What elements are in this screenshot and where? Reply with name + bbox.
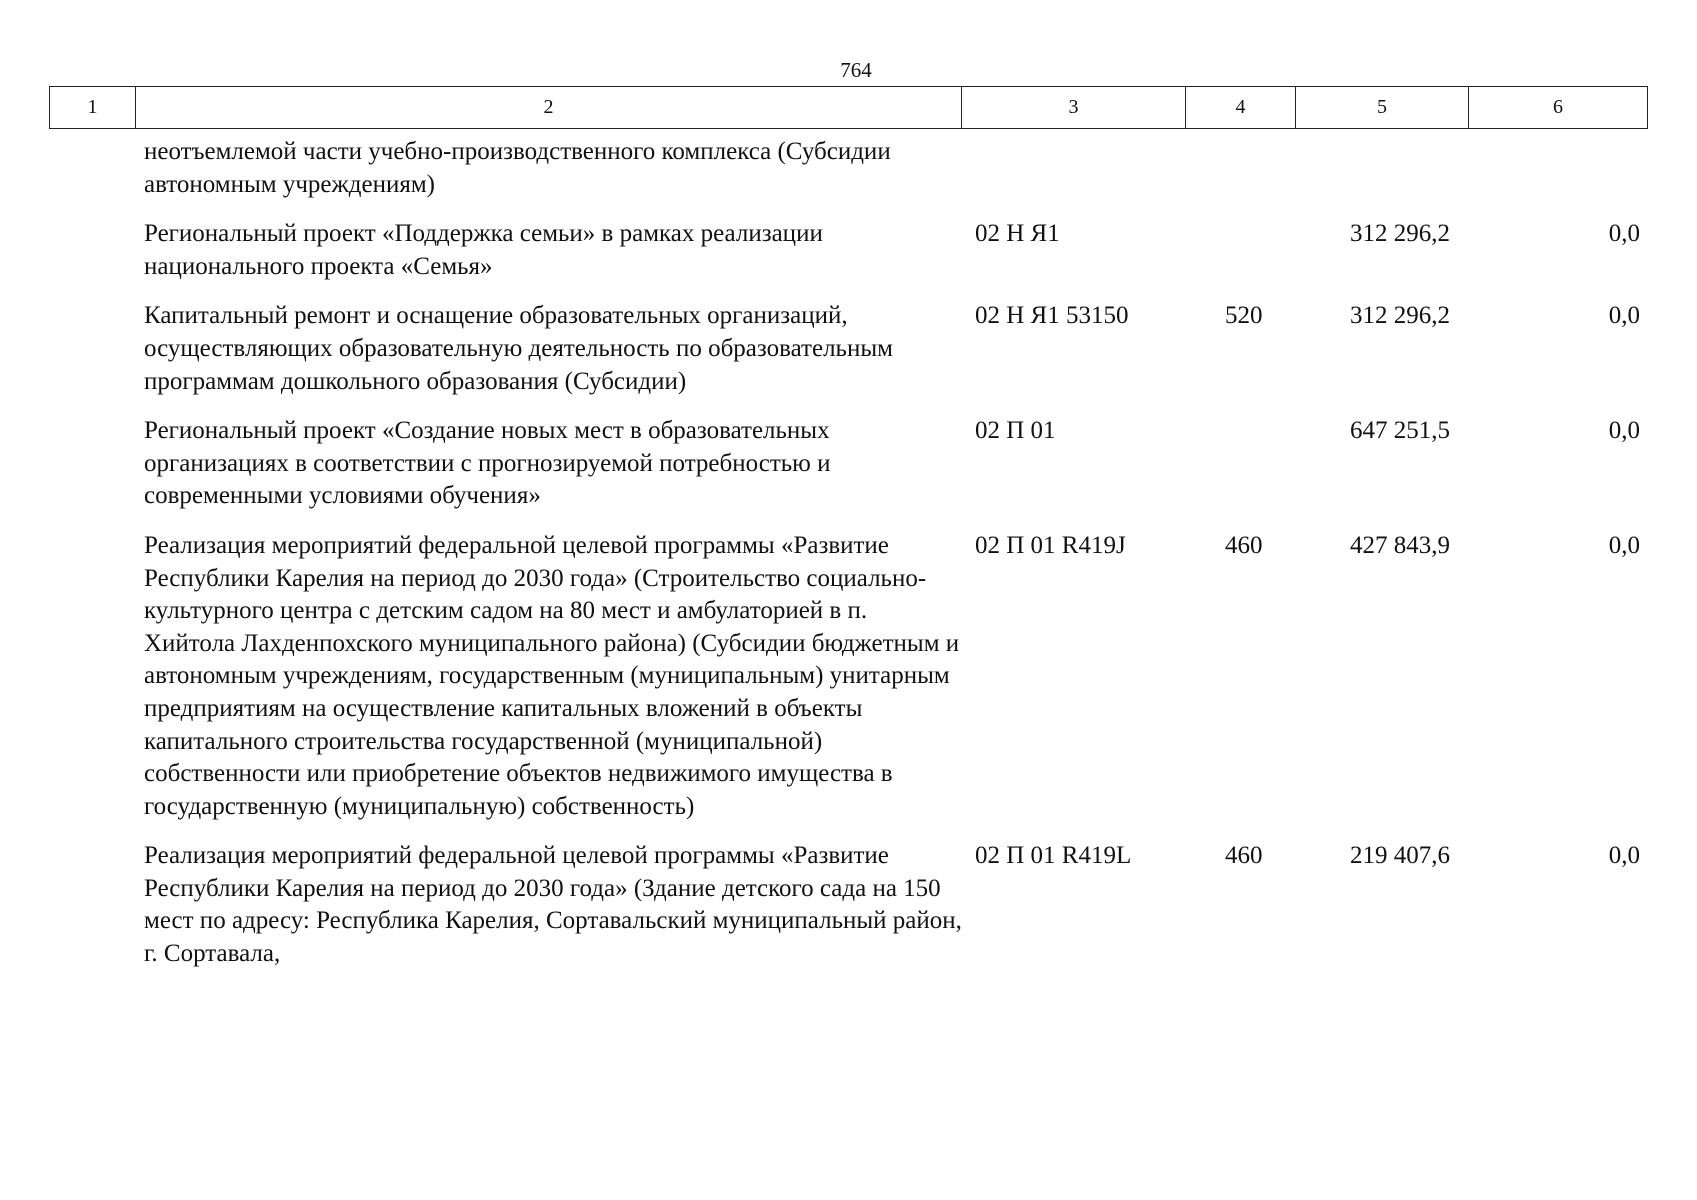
- column-header-5: 5: [1296, 87, 1469, 129]
- row-amount: 647 251,5: [1350, 417, 1450, 445]
- table-row: [0, 136, 1697, 201]
- table-body: [0, 136, 1697, 971]
- row-expense-type: 460: [1225, 531, 1263, 559]
- column-header-2: 2: [136, 87, 962, 129]
- table-row: [0, 218, 1697, 283]
- row-amount: 427 843,9: [1350, 531, 1450, 559]
- column-header-1: 1: [50, 87, 136, 129]
- row-description: Региональный проект «Создание новых мест в образовательных организациях в соответствии с прогнозируемой потребностью и современными условиями обучения»: [144, 417, 831, 510]
- page-number: 764: [840, 58, 872, 82]
- row-amount: 312 296,2: [1350, 302, 1450, 330]
- row-description: Капитальный ремонт и оснащение образовательных организаций, осуществляющих образовательную деятельность по образовательным программам дошкольного образования (Субсидии): [144, 302, 893, 395]
- table-row: [0, 530, 1697, 823]
- column-header-table: [49, 86, 1648, 129]
- row-amount: 312 296,2: [1350, 220, 1450, 248]
- row-description: неотъемлемой части учебно-производственного комплекса (Субсидии автономным учреждениям): [144, 138, 891, 198]
- row-expense-type: 460: [1225, 842, 1263, 870]
- row-description: Реализация мероприятий федеральной целевой программы «Развитие Республики Карелия на период до 2030 года» (Здание детского сада на 150 мест по адресу: Республика Карелия, Сортавальский муниципальный район, г. Сортавала,: [144, 842, 962, 968]
- row-code: 02 Н Я1: [975, 220, 1060, 248]
- row-amount-second: 0,0: [1608, 531, 1640, 559]
- row-amount-second: 0,0: [1608, 842, 1640, 870]
- row-amount: 219 407,6: [1350, 842, 1450, 870]
- table-row: [0, 415, 1697, 513]
- row-amount-second: 0,0: [1608, 302, 1640, 330]
- row-expense-type: 520: [1225, 302, 1263, 330]
- column-header-3: 3: [962, 87, 1186, 129]
- column-header-4: 4: [1186, 87, 1296, 129]
- row-description: Реализация мероприятий федеральной целевой программы «Развитие Республики Карелия на период до 2030 года» (Строительство социально-культурного центра с детским садом на 80 мест и амбулаторией в п. Хийтола Лахденпохского муниципального района) (Субсидии бюджетным и автономным учреждениям, государственным (муниципальным) унитарным предприятиям на осуществление капитальных вложений в объекты капитального строительства государственной (муниципальной) собственности или приобретение объектов недвижимого имущества в государственную (муниципальную) собственность): [144, 531, 960, 820]
- column-header-6: 6: [1469, 87, 1648, 129]
- table-row: [0, 840, 1697, 970]
- row-code: 02 П 01 R419J: [975, 531, 1126, 559]
- row-code: 02 Н Я1 53150: [975, 302, 1129, 330]
- row-code: 02 П 01: [975, 417, 1056, 445]
- column-header-row: [50, 87, 1648, 129]
- row-code: 02 П 01 R419L: [975, 842, 1132, 870]
- row-description: Региональный проект «Поддержка семьи» в рамках реализации национального проекта «Семья»: [144, 220, 823, 280]
- row-amount-second: 0,0: [1608, 417, 1640, 445]
- table-row: [0, 300, 1697, 398]
- row-amount-second: 0,0: [1608, 220, 1640, 248]
